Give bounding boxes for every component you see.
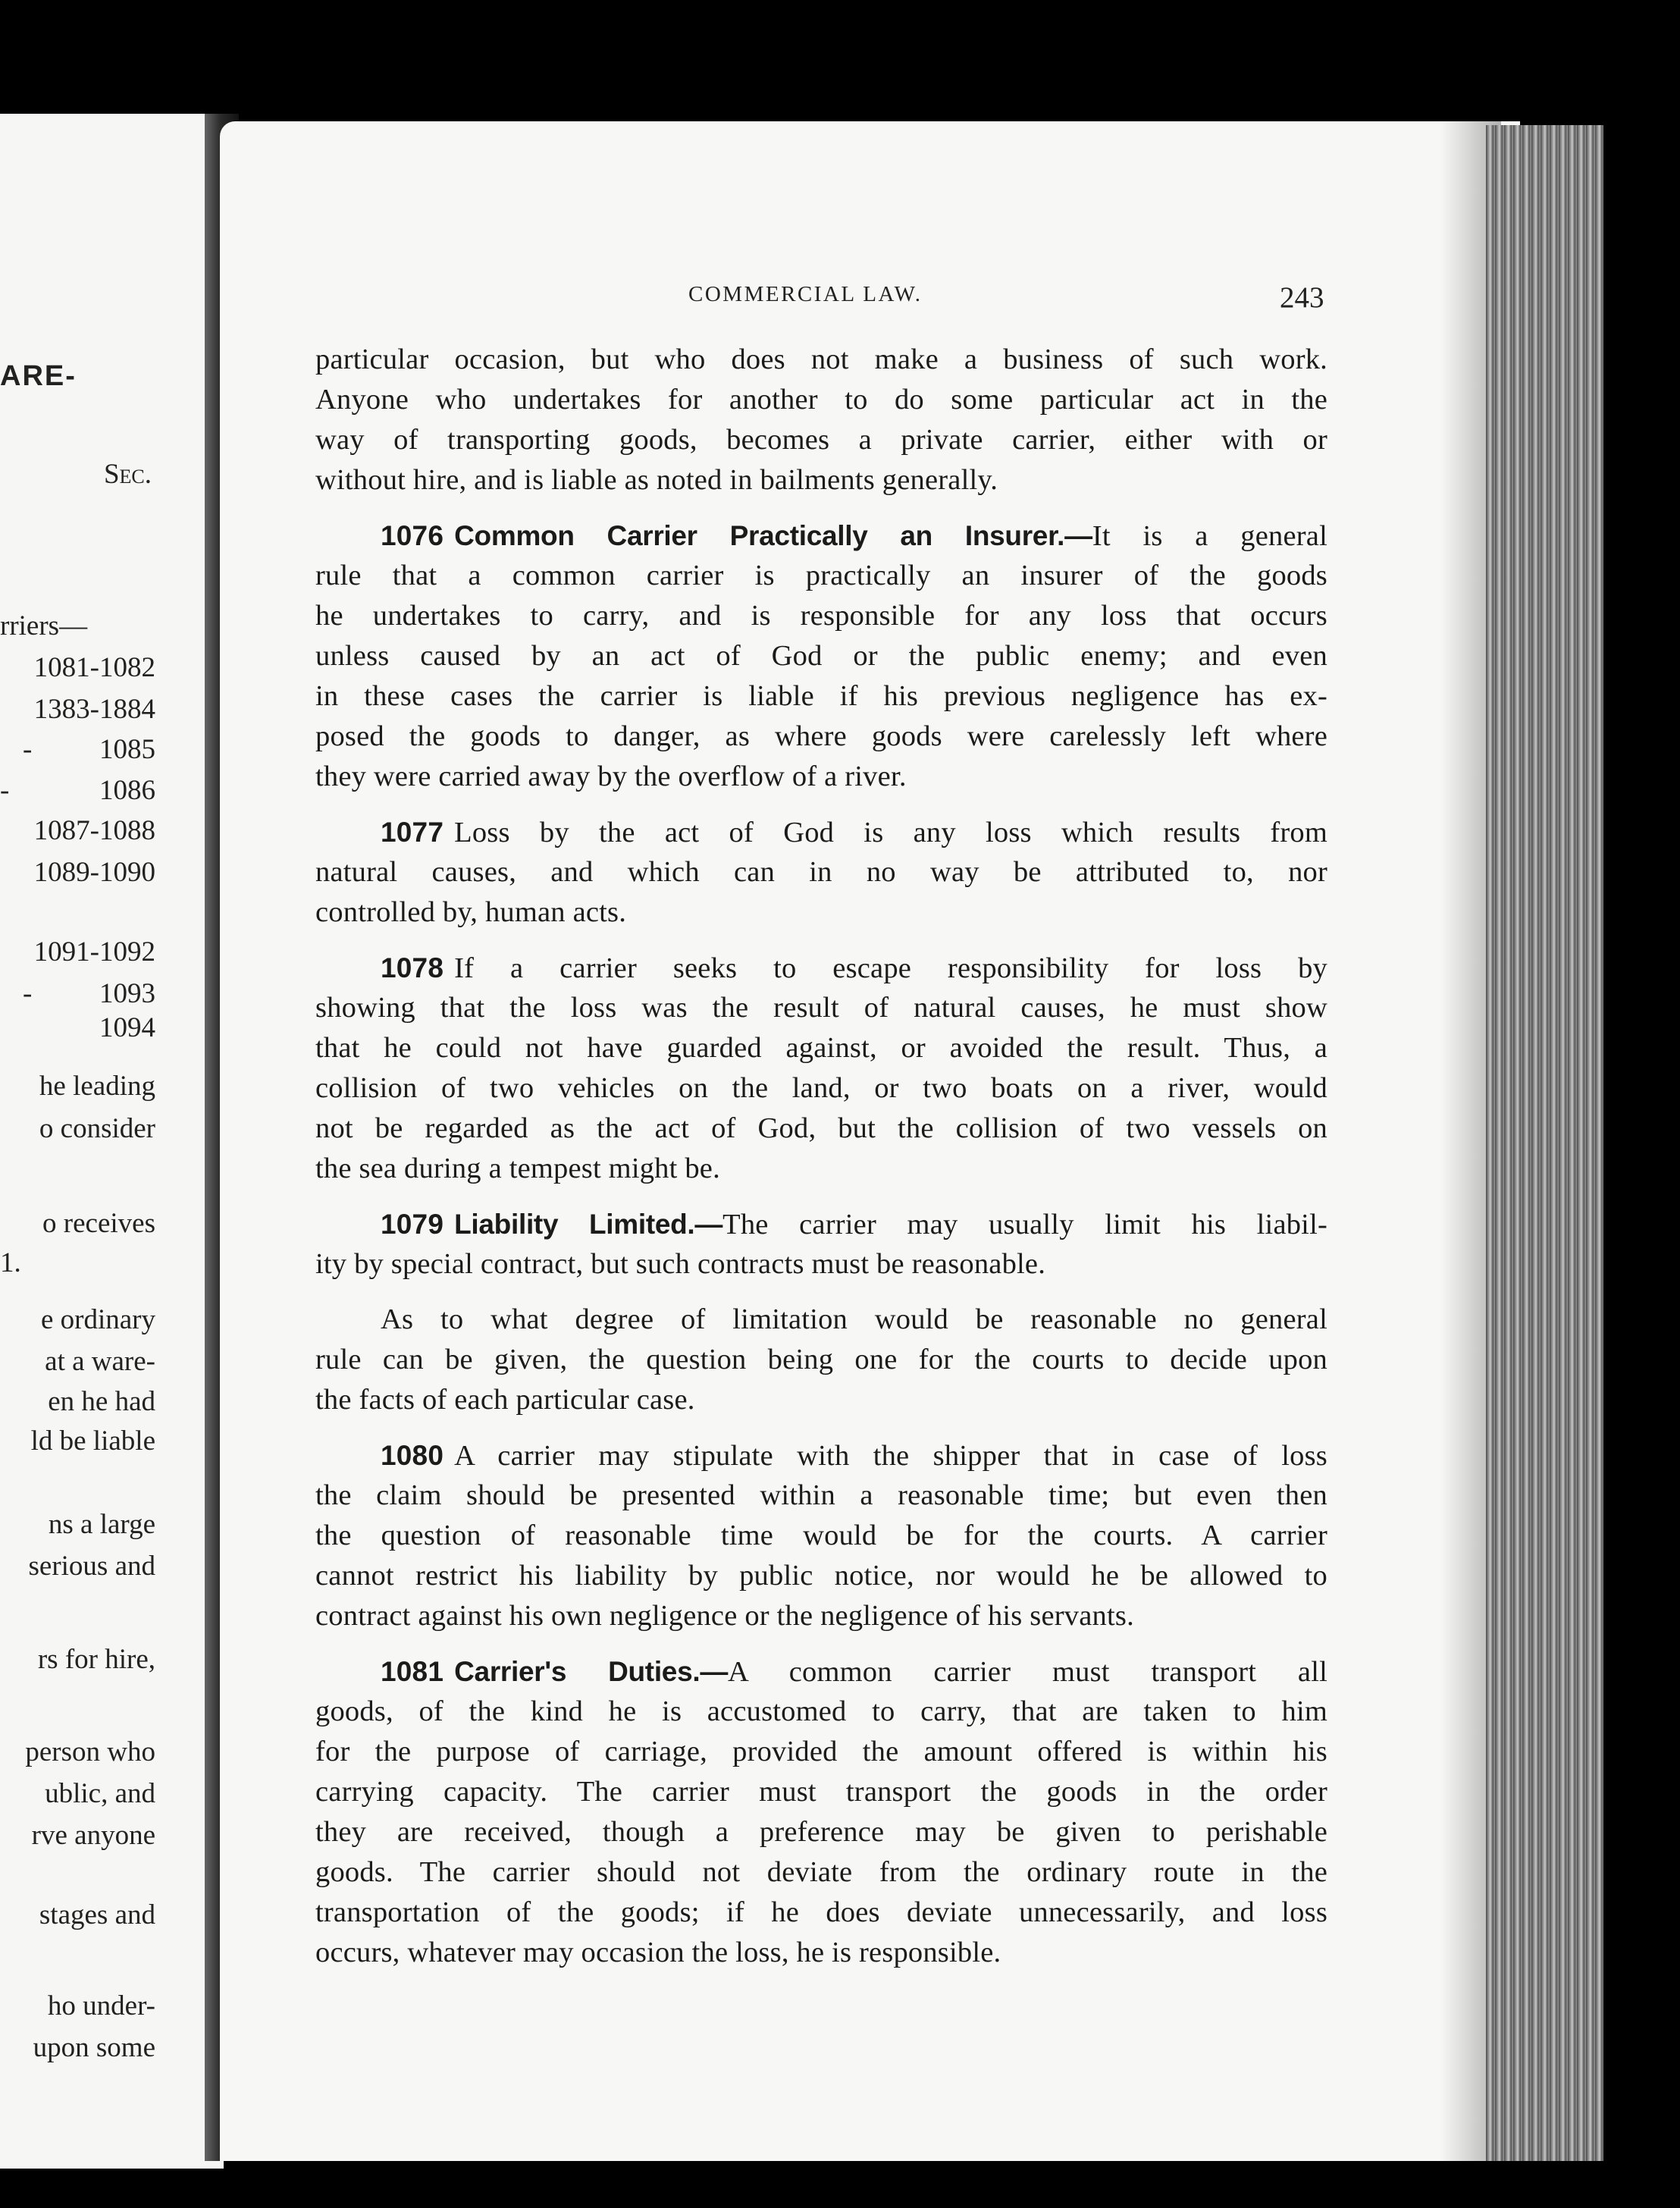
text-line-content: cannot restrict his liability by public notice, nor would he be allowed to	[315, 1560, 1327, 1592]
text-line	[315, 1812, 1327, 1852]
text-line-content: rule that a common carrier is practically an insurer of the goods	[315, 560, 1327, 591]
text-line-content: contract against his own negligence or the negligence of his servants.	[315, 1600, 1134, 1632]
left-page-line-text: o consider	[39, 1113, 155, 1144]
text-line	[315, 1068, 1327, 1109]
section-number: 1077	[381, 817, 444, 848]
left-page-line-text: o receives	[42, 1208, 155, 1239]
text-line	[315, 1476, 1327, 1516]
left-page-line	[0, 857, 155, 889]
running-head: COMMERCIAL LAW.	[688, 282, 923, 306]
text-line	[315, 988, 1327, 1028]
text-line	[315, 1732, 1327, 1772]
text-line-content: A common carrier must transport all	[728, 1656, 1327, 1688]
text-line-content: Loss by the act of God is any loss which results from	[454, 817, 1327, 848]
text-line-content: natural causes, and which can in no way be attributed to, nor	[315, 856, 1327, 888]
text-line	[315, 1516, 1327, 1556]
text-line-content: collision of two vehicles on the land, or two boats on a river, would	[315, 1072, 1327, 1104]
text-line	[315, 948, 1327, 988]
section-1079	[315, 1204, 1327, 1284]
left-page-line	[0, 815, 155, 847]
left-page-line-text: en he had	[48, 1386, 155, 1417]
left-page-line-text: serious and	[28, 1551, 155, 1582]
left-page-line	[0, 1990, 155, 2022]
left-page-line	[0, 1551, 155, 1582]
left-page-line	[0, 1899, 155, 1931]
section-number: 1078	[381, 952, 444, 983]
text-line	[315, 1380, 1327, 1420]
left-page-dash: -	[23, 734, 33, 765]
left-page-line	[0, 978, 155, 1010]
left-page-line-text: at a ware-	[45, 1346, 155, 1377]
left-page-line-text: ho under-	[47, 1990, 155, 2021]
text-line	[315, 1204, 1327, 1244]
text-line	[315, 516, 1327, 556]
left-page-line-text: ublic, and	[45, 1778, 155, 1809]
paragraph-gap	[315, 1420, 1327, 1435]
left-page-line	[0, 1071, 155, 1102]
book-page-edges	[1486, 125, 1603, 2161]
text-line	[315, 1109, 1327, 1149]
text-line	[315, 1893, 1327, 1933]
section-number: 1079	[381, 1209, 444, 1240]
paragraph-gap	[315, 1284, 1327, 1300]
left-page-dash: -	[0, 775, 10, 806]
left-page-line	[0, 775, 155, 807]
section-title: Common Carrier Practically an Insurer.—	[454, 520, 1092, 551]
text-line	[315, 1028, 1327, 1068]
text-line-content: posed the goods to danger, as where goods were carelessly left where	[315, 720, 1327, 752]
text-line-content: in these cases the carrier is liable if his previous negligence has ex-	[315, 680, 1327, 712]
section-1078	[315, 948, 1327, 1189]
text-line-content: way of transporting goods, becomes a private carrier, either with or	[315, 424, 1327, 456]
left-facing-page	[0, 114, 224, 2169]
left-page-line-text: 1085	[99, 734, 155, 765]
text-line	[315, 1435, 1327, 1476]
left-page-line	[0, 1304, 155, 1336]
left-page-line	[0, 734, 155, 766]
left-page-line-text: 1087-1088	[33, 815, 155, 846]
text-line-content: without hire, and is liable as noted in bailments generally.	[315, 464, 998, 496]
left-page-line-text: 1094	[99, 1012, 155, 1043]
left-page-line	[0, 2032, 155, 2064]
text-line-content: carrying capacity. The carrier must transport the goods in the order	[315, 1776, 1327, 1808]
left-page-line-text: 1383-1884	[33, 694, 155, 725]
left-page-line	[0, 1346, 155, 1378]
text-line-content: The carrier may usually limit his liabil-	[722, 1209, 1327, 1240]
text-line	[315, 717, 1327, 757]
left-page-line	[0, 936, 155, 968]
text-line	[315, 757, 1327, 797]
text-line	[315, 1300, 1327, 1340]
text-line	[315, 1651, 1327, 1692]
text-line-content: occurs, whatever may occasion the loss, he is responsible.	[315, 1937, 1001, 1968]
paragraph-gap	[315, 1636, 1327, 1651]
left-page-line	[0, 1425, 155, 1457]
section-title: Liability Limited.—	[454, 1209, 723, 1240]
left-page-line-text: person who	[25, 1736, 155, 1767]
text-line	[315, 1149, 1327, 1189]
text-line	[315, 676, 1327, 717]
text-line-content: the sea during a tempest might be.	[315, 1153, 720, 1184]
left-page-line-text: rve anyone	[31, 1820, 155, 1851]
left-page-line	[0, 694, 155, 726]
left-page-line	[0, 1778, 155, 1810]
left-page-line-text: rs for hire,	[37, 1644, 155, 1675]
left-page-line-text: rriers—	[0, 610, 88, 641]
text-line-content: unless caused by an act of God or the public enemy; and even	[315, 640, 1327, 672]
section-number: 1080	[381, 1440, 444, 1471]
section-1080	[315, 1435, 1327, 1636]
left-page-line	[0, 1113, 155, 1145]
text-line	[315, 556, 1327, 596]
text-line	[315, 636, 1327, 676]
left-page-sec-label: Sec.	[103, 459, 152, 490]
page-number: 243	[1280, 281, 1324, 314]
left-page-line-text: 1.	[0, 1247, 21, 1278]
text-line	[315, 892, 1327, 933]
text-line-content: showing that the loss was the result of natural causes, he must show	[315, 992, 1327, 1024]
text-line-content: It is a general	[1092, 520, 1327, 552]
left-page-dash: -	[23, 978, 33, 1009]
text-line	[315, 460, 1327, 500]
text-line-content: the facts of each particular case.	[315, 1384, 695, 1416]
text-line-content: goods, of the kind he is accustomed to carry, that are taken to him	[315, 1695, 1327, 1727]
left-page-line-text: 1089-1090	[33, 857, 155, 888]
paragraph-gap	[315, 1189, 1327, 1204]
text-line	[315, 852, 1327, 892]
text-line-content: controlled by, human acts.	[315, 896, 627, 928]
left-page-line-text: 1091-1092	[33, 936, 155, 968]
paragraph-gap	[315, 933, 1327, 948]
left-page-line	[0, 1208, 155, 1240]
left-page-line	[0, 1012, 155, 1044]
left-page-line-text: e ordinary	[40, 1304, 155, 1335]
text-line-content: ity by special contract, but such contracts must be reasonable.	[315, 1248, 1046, 1280]
text-line	[315, 1772, 1327, 1812]
text-line	[315, 1852, 1327, 1893]
text-line	[315, 1596, 1327, 1636]
text-line-content: As to what degree of limitation would be reasonable no general	[381, 1303, 1327, 1335]
text-line	[315, 420, 1327, 460]
text-line	[315, 1340, 1327, 1380]
left-page-line-text: ld be liable	[30, 1425, 155, 1457]
left-page-line-text: 1081-1082	[33, 652, 155, 683]
text-line-content: that he could not have guarded against, or avoided the result. Thus, a	[315, 1032, 1327, 1064]
left-page-line	[0, 1509, 155, 1541]
section-number: 1081	[381, 1656, 444, 1687]
section-number: 1076	[381, 520, 444, 551]
left-page-line	[0, 652, 155, 684]
text-line-content: goods. The carrier should not deviate from the ordinary route in the	[315, 1856, 1327, 1888]
left-page-line-text: 1093	[99, 978, 155, 1009]
text-line-content: not be regarded as the act of God, but the collision of two vessels on	[315, 1112, 1327, 1144]
section-1081	[315, 1651, 1327, 1973]
text-line-content: transportation of the goods; if he does deviate unnecessarily, and loss	[315, 1896, 1327, 1928]
text-line	[315, 1244, 1327, 1284]
text-line	[315, 380, 1327, 420]
section-title: Carrier's Duties.—	[454, 1656, 729, 1687]
text-line-content: he undertakes to carry, and is responsible for any loss that occurs	[315, 600, 1327, 632]
text-line	[315, 812, 1327, 852]
text-line-content: the claim should be presented within a reasonable time; but even then	[315, 1479, 1327, 1511]
text-line	[315, 596, 1327, 636]
left-page-line	[0, 610, 87, 642]
section-1076	[315, 516, 1327, 797]
left-page-heading: ARE-	[0, 360, 77, 392]
paragraph-gap	[315, 797, 1327, 812]
text-line	[315, 1556, 1327, 1596]
paragraph	[315, 340, 1327, 500]
left-page-line	[0, 1386, 155, 1418]
text-line-content: Anyone who undertakes for another to do some particular act in the	[315, 384, 1327, 416]
body-text	[315, 340, 1327, 1973]
text-line-content: A carrier may stipulate with the shipper that in case of loss	[454, 1440, 1327, 1472]
left-page-line	[0, 1736, 155, 1768]
left-page-line-text: he leading	[39, 1071, 155, 1102]
left-page-line-text: upon some	[33, 2032, 155, 2063]
text-line-content: they were carried away by the overflow of a river.	[315, 761, 907, 792]
paragraph	[315, 1300, 1327, 1420]
left-page-line-text: stages and	[39, 1899, 155, 1930]
left-page-line	[0, 1820, 155, 1852]
paragraph-gap	[315, 500, 1327, 516]
section-1077	[315, 812, 1327, 933]
left-page-line	[0, 1247, 21, 1279]
left-page-line	[0, 1644, 155, 1676]
left-page-line-text: ns a large	[48, 1509, 155, 1540]
text-line-content: rule can be given, the question being one for the courts to decide upon	[315, 1344, 1327, 1375]
text-line	[315, 340, 1327, 380]
text-line-content: If a carrier seeks to escape responsibility for loss by	[454, 952, 1327, 984]
text-line-content: for the purpose of carriage, provided the amount offered is within his	[315, 1736, 1327, 1767]
text-line-content: the question of reasonable time would be for the courts. A carrier	[315, 1520, 1327, 1551]
text-line-content: they are received, though a preference may be given to perishable	[315, 1816, 1327, 1848]
text-line-content: particular occasion, but who does not make a business of such work.	[315, 343, 1327, 375]
left-page-line-text: 1086	[99, 775, 155, 806]
text-line	[315, 1692, 1327, 1732]
text-line	[315, 1933, 1327, 1973]
